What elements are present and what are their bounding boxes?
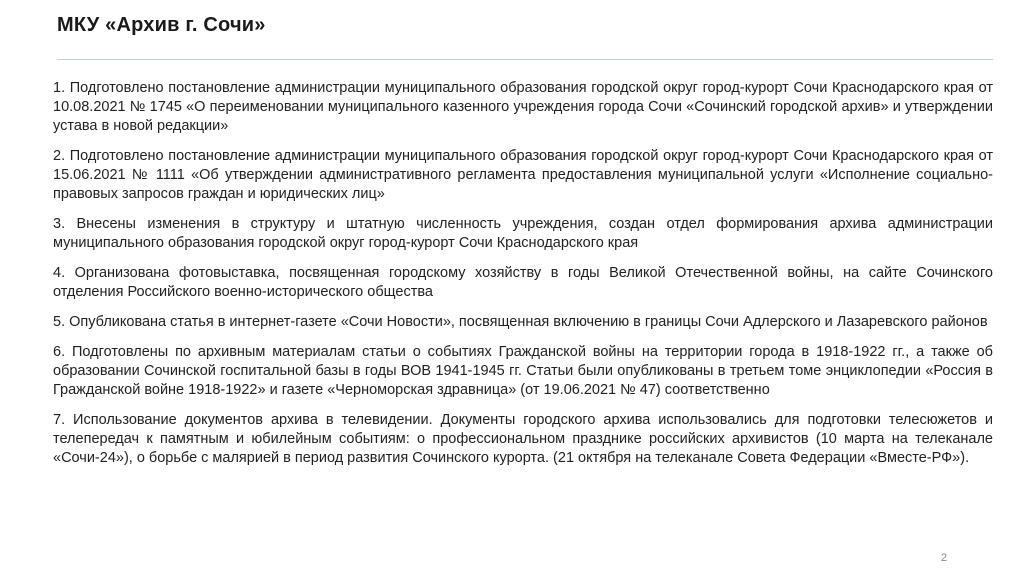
list-item: 2. Подготовлено постановление администрации муниципального образования городской округ город-курорт Сочи Краснодарского края от 15.06.2021 № 1111 «Об утверждении административного регламента предоставления муниципальной услуги «Исполнение социально-правовых запросов граждан и юридических лиц» (53, 148, 993, 202)
content-list (53, 79, 993, 479)
page-number: 2 (940, 552, 947, 564)
title-divider (57, 59, 993, 60)
slide-title: МКУ «Архив г. Сочи» (57, 14, 266, 36)
list-item: 7. Использование документов архива в телевидении. Документы городского архива использовались для подготовки телесюжетов и телепередач к памятным и юбилейным событиям: о профессиональном празднике российских архивистов (10 марта на телеканале «Сочи-24»), о борьбе с малярией в период развития Сочинского курорта. (21 октября на телеканале Совета Федерации «Вместе-РФ»). (53, 412, 993, 466)
list-item: 6. Подготовлены по архивным материалам статьи о событиях Гражданской войны на территории города в 1918-1922 гг., а также об образовании Сочинской госпитальной базы в годы ВОВ 1941-1945 гг. Статьи были опубликованы в третьем томе энциклопедии «Россия в Гражданской войне 1918-1922» и газете «Черноморская здравница» (от 19.06.2021 № 47) соответственно (53, 344, 993, 398)
list-item: 5. Опубликована статья в интернет-газете «Сочи Новости», посвященная включению в границы Сочи Адлерского и Лазаревского районов (53, 314, 988, 330)
list-item: 4. Организована фотовыставка, посвященная городскому хозяйству в годы Великой Отечественной войны, на сайте Сочинского отделения Российского военно-исторического общества (53, 265, 993, 300)
list-item: 1. Подготовлено постановление администрации муниципального образования городской округ город-курорт Сочи Краснодарского края от 10.08.2021 № 1745 «О переименовании муниципального казенного учреждения города Сочи «Сочинский городской архив» и утверждении устава в новой редакции» (53, 80, 993, 134)
list-item: 3. Внесены изменения в структуру и штатную численность учреждения, создан отдел формирования архива администрации муниципального образования городской округ город-курорт Сочи Краснодарского края (53, 216, 993, 251)
